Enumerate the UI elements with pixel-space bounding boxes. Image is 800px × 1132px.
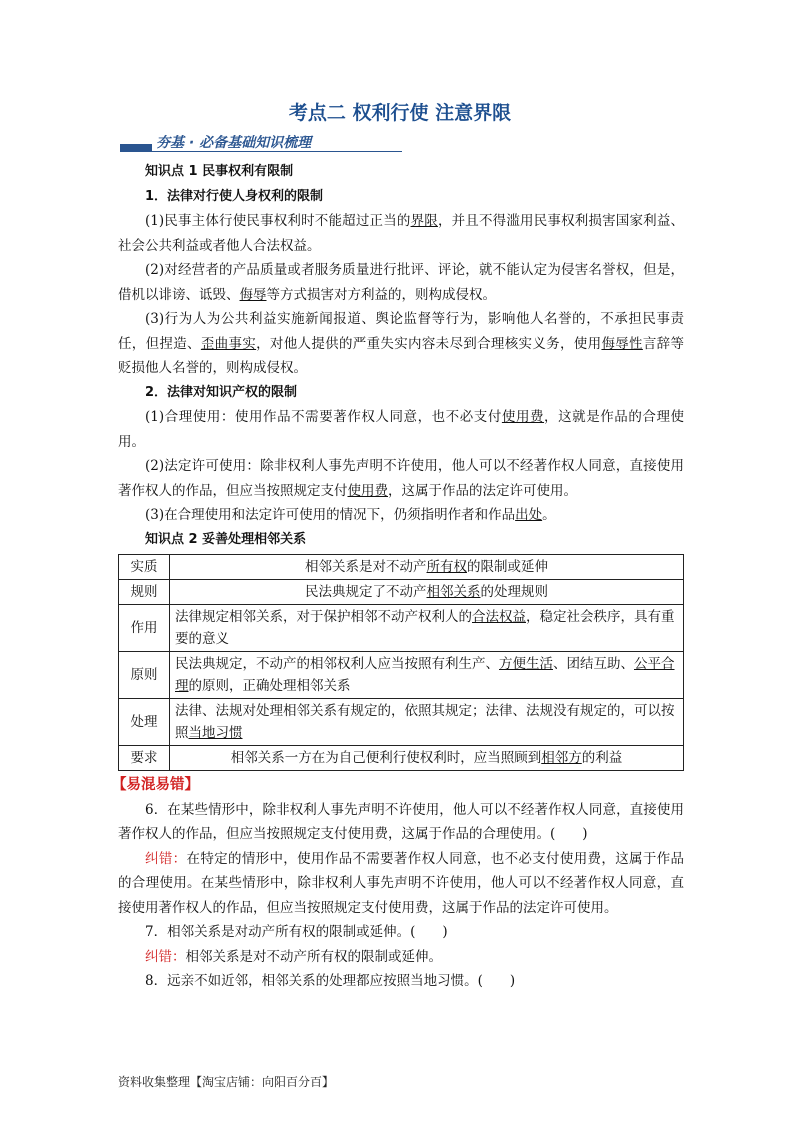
question-6: 6．在某些情形中，除非权利人事先声明不许使用，他人可以不经著作权人同意，直接使用著作权人的作品，但应当按照规定支付使用费，这属于作品的合理使用。( ) bbox=[118, 801, 684, 842]
paragraph-6: (3)在合理使用和法定许可使用的情况下，仍须指明作者和作品出处。 bbox=[145, 507, 556, 523]
neighbor-relations-table bbox=[118, 554, 684, 771]
mistakes-heading: 【易混易错】 bbox=[112, 776, 199, 793]
knowledge-point-2-heading: 知识点 2 妥善处理相邻关系 bbox=[145, 531, 307, 547]
paragraph-3: (3)行为人为公共利益实施新闻报道、舆论监督等行为，影响他人名誉的，不承担民事责任，但捏造、歪曲事实，对他人提供的严重失实内容未尽到合理核实义务，使用侮辱性言辞等贬损他人名誉的，则构成侵权。 bbox=[118, 311, 684, 376]
paragraph-2: (2)对经营者的产品质量或者服务质量进行批评、评论，就不能认定为侵害名誉权，但是，借机以诽谤、诋毁、侮辱等方式损害对方利益的，则构成侵权。 bbox=[118, 262, 684, 303]
correction-6: 纠错：在特定的情形中，使用作品不需要著作权人同意，也不必支付使用费，这属于作品的合理使用。在某些情形中，除非权利人事先声明不许使用，他人可以不经著作权人同意，直接使用著作权人的作品，但应当按照规定支付使用费，这属于作品的法定许可使用。 bbox=[118, 850, 685, 916]
table-row: 实质 相邻关系是对不动产所有权的限制或延伸 bbox=[119, 555, 684, 580]
paragraph-5: (2)法定许可使用：除非权利人事先声明不许使用，他人可以不经著作权人同意，直接使用著作权人的作品，但应当按照规定支付使用费，这属于作品的法定许可使用。 bbox=[118, 458, 684, 499]
knowledge-point-1-heading: 知识点 1 民事权利有限制 bbox=[145, 164, 294, 179]
paragraph-4: (1)合理使用：使用作品不需要著作权人同意，也不必支付使用费，这就是作品的合理使用。 bbox=[118, 409, 685, 450]
subheading-personal-rights: 1．法律对行使人身权利的限制 bbox=[145, 188, 324, 204]
question-7: 7．相邻关系是对动产所有权的限制或延伸。( ) bbox=[145, 924, 448, 940]
main-content bbox=[112, 160, 685, 994]
table-row: 作用 法律规定相邻关系，对于保护相邻不动产权利人的合法权益，稳定社会秩序，具有重要的意义 bbox=[119, 605, 684, 652]
correction-7: 纠错：相邻关系是对不动产所有权的限制或延伸。 bbox=[145, 948, 442, 965]
question-8: 8．远亲不如近邻，相邻关系的处理都应按照当地习惯。( ) bbox=[145, 973, 516, 989]
subheading-ip-rights: 2．法律对知识产权的限制 bbox=[145, 384, 298, 400]
page-title: 考点二 权利行使 注意界限 bbox=[288, 102, 512, 124]
paragraph-1: (1)民事主体行使民事权利时不能超过正当的界限，并且不得滥用民事权利损害国家利益、社会公共利益或者他人合法权益。 bbox=[118, 213, 685, 254]
table-row: 要求 相邻关系一方在为自己便利行使权利时，应当照顾到相邻方的利益 bbox=[119, 746, 684, 771]
table-row: 原则 民法典规定，不动产的相邻权利人应当按照有利生产、方便生活、团结互助、公平合理的原则，正确处理相邻关系 bbox=[119, 652, 684, 699]
table-row: 规则 民法典规定了不动产相邻关系的处理规则 bbox=[119, 580, 684, 605]
table-row: 处理 法律、法规对处理相邻关系有规定的，依照其规定；法律、法规没有规定的，可以按照当地习惯 bbox=[119, 699, 684, 746]
banner-text: 夯基 · 必备基础知识梳理 bbox=[156, 135, 312, 151]
section-banner bbox=[120, 131, 402, 153]
footer-note: 资料收集整理【淘宝店铺：向阳百分百】 bbox=[118, 1075, 335, 1089]
